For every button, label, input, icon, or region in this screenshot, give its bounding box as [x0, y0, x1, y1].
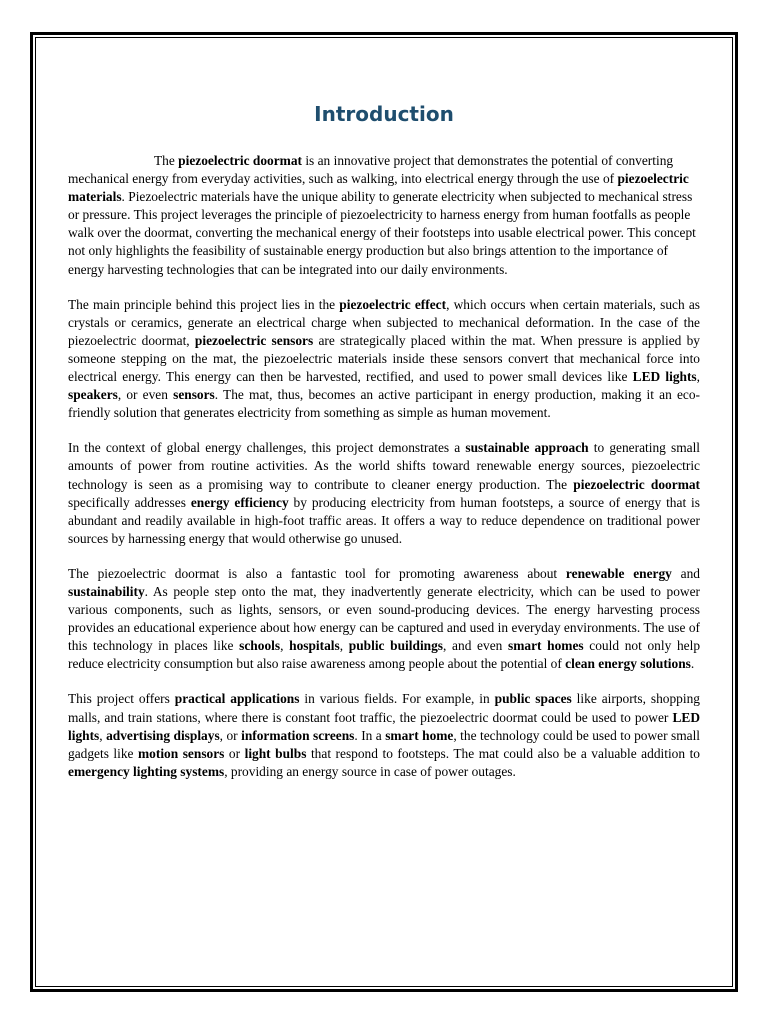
bold-term: piezoelectric doormat	[573, 476, 701, 492]
bold-term: emergency lighting systems	[68, 763, 225, 779]
bold-term: piezoelectric effect	[339, 296, 447, 312]
bold-term: schools	[239, 638, 281, 654]
document-body	[68, 100, 700, 798]
text-run: , the technology could be used to power small gadgets like	[68, 727, 701, 761]
page-title: Introduction	[314, 102, 454, 126]
text-run: could not only help reduce electricity consumption but also raise awareness among people about the potential of	[68, 638, 701, 672]
text-run: like airports, shopping malls, and train stations, where there is constant foot traffic, the piezoelectric doormat could be used to power	[68, 691, 700, 725]
paragraph	[68, 690, 700, 780]
text-run: . As people step onto the mat, they inadvertently generate electricity, which can be used to power various components, such as lights, sensors, or even sound-producing devices. The energy harvesting process provides an educational experience about how energy can be captured and used in everyday environments. The use of this technology in places like	[68, 583, 700, 654]
text-run: or	[224, 745, 245, 761]
text-run: , which occurs when certain materials, such as crystals or ceramics, generate an electrical charge when subjected to mechanical deformation. In the case of the piezoelectric doormat,	[68, 296, 700, 348]
bold-term: clean energy solutions	[565, 656, 691, 672]
bold-term: smart home	[385, 727, 454, 743]
text-run: in various fields. For example, in	[299, 691, 495, 707]
bold-term: energy efficiency	[190, 494, 289, 510]
paragraph	[68, 565, 700, 674]
bold-term: practical applications	[174, 691, 300, 707]
text-run: , providing an energy source in case of power outages.	[224, 763, 516, 779]
text-run: The main principle behind this project lies in the	[68, 296, 340, 312]
bold-term: renewable energy	[565, 565, 672, 581]
text-run: ,	[696, 369, 700, 385]
text-run: and	[671, 565, 700, 581]
bold-term: public spaces	[494, 691, 572, 707]
text-run: to generating small amounts of power from routine activities. As the world shifts toward renewable energy sources, piezoelectric technology is seen as a promising way to contribute to cleaner energy production. The	[68, 440, 701, 492]
text-run: ,	[280, 638, 290, 654]
text-run: are strategically placed within the mat. When pressure is applied by someone stepping on the mat, the piezoelectric materials inside these sensors convert that mechanical force into electrical energy. This energy can then be harvested, rectified, and used to power small devices like	[68, 332, 700, 385]
text-run: . Piezoelectric materials have the unique ability to generate electricity when subjected to mechanical stress or pressure. This project leverages the principle of piezoelectricity to harness energy from human footfalls as people walk over the doormat, converting the mechanical energy of their footsteps into usable electrical power. This concept not only highlights the feasibility of sustainable energy production but also brings attention to the importance of energy harvesting technologies that can be integrated into our daily environments.	[68, 189, 696, 277]
bold-term: sensors	[173, 387, 215, 403]
bold-term: piezoelectric sensors	[194, 332, 314, 348]
bold-term: smart homes	[508, 638, 584, 654]
text-run: ,	[99, 727, 107, 743]
text-run: . In a	[354, 727, 386, 743]
text-run: by producing electricity from human footsteps, a source of energy that is abundant and readily available in high-foot traffic areas. It offers a way to reduce dependence on traditional power sources by harnessing energy that would otherwise go unused.	[68, 494, 700, 546]
bold-term: speakers	[68, 387, 118, 403]
bold-term: piezoelectric doormat	[178, 153, 302, 168]
paragraphs	[68, 152, 700, 781]
text-run: In the context of global energy challenges, this project demonstrates a	[68, 440, 466, 456]
bold-term: hospitals	[289, 638, 340, 654]
bold-term: sustainability	[68, 583, 145, 599]
text-run: The piezoelectric doormat is also a fantastic tool for promoting awareness about	[68, 565, 566, 581]
text-run: .	[690, 656, 695, 672]
bold-term: information screens	[241, 727, 355, 743]
bold-term: motion sensors	[138, 745, 225, 761]
text-run: , and even	[443, 638, 509, 654]
text-run: is an innovative project that demonstrates the potential of converting mechanical energy from everyday activities, such as walking, into electrical energy through the use of	[68, 153, 674, 187]
bold-term: LED lights	[68, 709, 700, 743]
bold-term: piezoelectric materials	[68, 171, 689, 205]
paragraph	[68, 152, 700, 279]
bold-term: LED lights	[632, 369, 697, 385]
bold-term: advertising displays	[106, 727, 220, 743]
text-run: , or	[219, 727, 242, 743]
bold-term: light bulbs	[244, 745, 307, 761]
paragraph	[68, 296, 700, 423]
text-run: . The mat, thus, becomes an active participant in energy production, making it an eco-friendly solution that generates electricity from something as simple as human movement.	[68, 387, 700, 421]
bold-term: public buildings	[348, 638, 444, 654]
text-run: This project offers	[68, 691, 175, 707]
bold-term: sustainable approach	[465, 440, 589, 456]
text-run: that respond to footsteps. The mat could also be a valuable addition to	[306, 745, 700, 761]
text-run: ,	[339, 638, 349, 654]
text-run: , or even	[117, 387, 174, 403]
text-run: specifically addresses	[68, 494, 191, 510]
paragraph	[68, 439, 700, 548]
text-run: The	[154, 153, 179, 168]
